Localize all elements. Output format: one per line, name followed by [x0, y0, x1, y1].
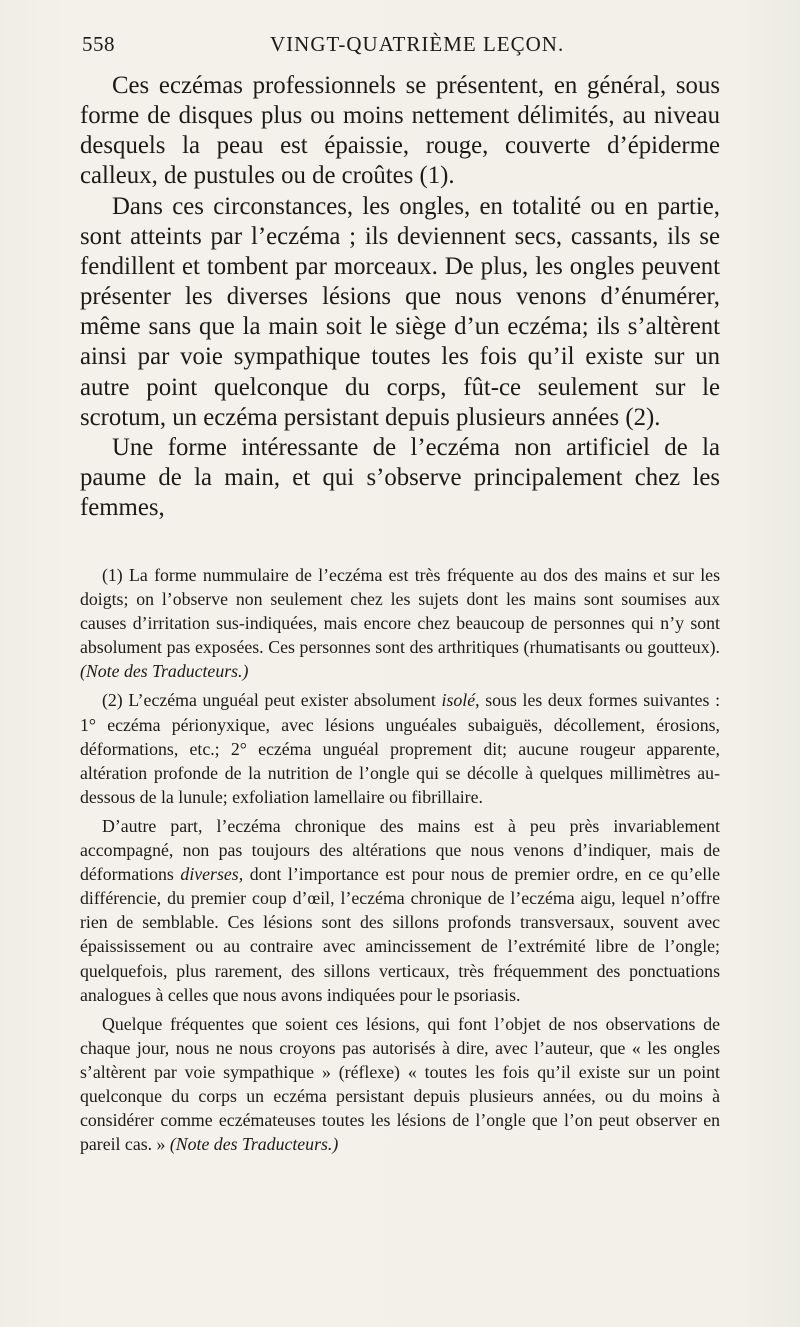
running-title: VINGT-QUATRIÈME LEÇON. [270, 32, 565, 56]
footnote-1 [80, 563, 720, 683]
body-paragraph: Ces eczémas professionnels se présentent, en général, sous forme de disques plus ou moins nettement délimités, au niveau desquels la peau est épaissie, rouge, couverte d’épiderme calleux, de pustules ou de croûtes (1). [80, 72, 720, 190]
footnote-1-attribution: (Note des Traducteurs.) [80, 661, 249, 682]
main-text [80, 71, 720, 523]
continuation-2-text: Quelque fréquentes que soient ces lésions, qui font l’objet de nos observations de chaque jour, nous ne nous croyons pas autorisés à dire, avec l’auteur, que « les ongles s’altèrent par voie sympathique » (réflexe) « toutes les fois qu’il existe sur un point quelconque du corps un eczéma persistant depuis plusieurs années, ou du moins à considérer comme eczémateuses toutes les lésions de l’ongle que l’on peut observer en pareil cas. » [80, 1013, 720, 1155]
footnote-2-text-end: , sous les deux formes suivantes : 1° eczéma périonyxique, avec lésions unguéales subaiguës, décollement, érosions, déformations, etc.; 2° eczéma unguéal proprement dit; aucune rougeur apparente, altération profonde de la nutrition de l’ongle qui se décolle à quelques millimètres au-dessous de la lunule; exfoliation lamellaire ou fibrillaire. [80, 690, 721, 807]
continuation-1-text-start: D’autre part, l’eczéma chronique des mains est à peu près invariablement accompagné, non pas toujours des altérations que nous venons d’indiquer, mais de déformations [80, 815, 720, 885]
footnote-continuation-1 [80, 814, 720, 1007]
continuation-1-italic: diverses, [180, 864, 244, 885]
continuation-1-text-end: dont l’importance est pour nous de premier ordre, en ce qu’elle différencie, du premier coup d’œil, l’eczéma chronique de l’eczéma aigu, lequel n’offre rien de semblable. Ces lésions sont des sillons profonds transversaux, souvent avec épaississement ou au contraire avec amincissement de l’extrémité libre de l’ongle; quelquefois, plus rarement, des sillons verticaux, très fréquemment des ponctuations analogues à celles que nous avons indiquées pour le psoriasis. [80, 864, 720, 1005]
footnote-2 [80, 688, 720, 808]
footnote-1-text: (1) La forme nummulaire de l’eczéma est très fréquente au dos des mains et sur les doigts; on l’observe non seulement chez les sujets dont les mains sont soumises aux causes d’irritation sus-indiquées, mais encore chez beaucoup de personnes qui n’y sont absolument pas exposées. Ces personnes sont des arthritiques (rhumatisants ou goutteux). [80, 565, 720, 658]
page-number: 558 [82, 32, 115, 56]
continuation-2-attribution: (Note des Traducteurs.) [169, 1134, 339, 1155]
body-paragraph: Une forme intéressante de l’eczéma non artificiel de la paume de la main, et qui s’observe principalement chez les femmes, [80, 433, 720, 522]
footnote-2-italic: isolé [441, 690, 476, 711]
body-paragraph: Dans ces circonstances, les ongles, en totalité ou en partie, sont atteints par l’eczéma ; ils deviennent secs, cassants, ils se fendillent et tombent par morceaux. De plus, les ongles peuvent présenter les diverses lésions que nous venons d’énumérer, même sans que la main soit le siège d’un eczéma; ils s’altèrent ainsi par voie sympathique toutes les fois qu’il existe sur un autre point quelconque du corps, fût-ce seulement sur le scrotum, un eczéma persistant depuis plusieurs années (2). [80, 192, 720, 431]
footnote-2-text-start: (2) L’eczéma unguéal peut exister absolument [102, 690, 442, 711]
footnote-continuation-2 [80, 1012, 720, 1157]
running-header [82, 32, 722, 62]
footnotes [80, 563, 720, 1161]
